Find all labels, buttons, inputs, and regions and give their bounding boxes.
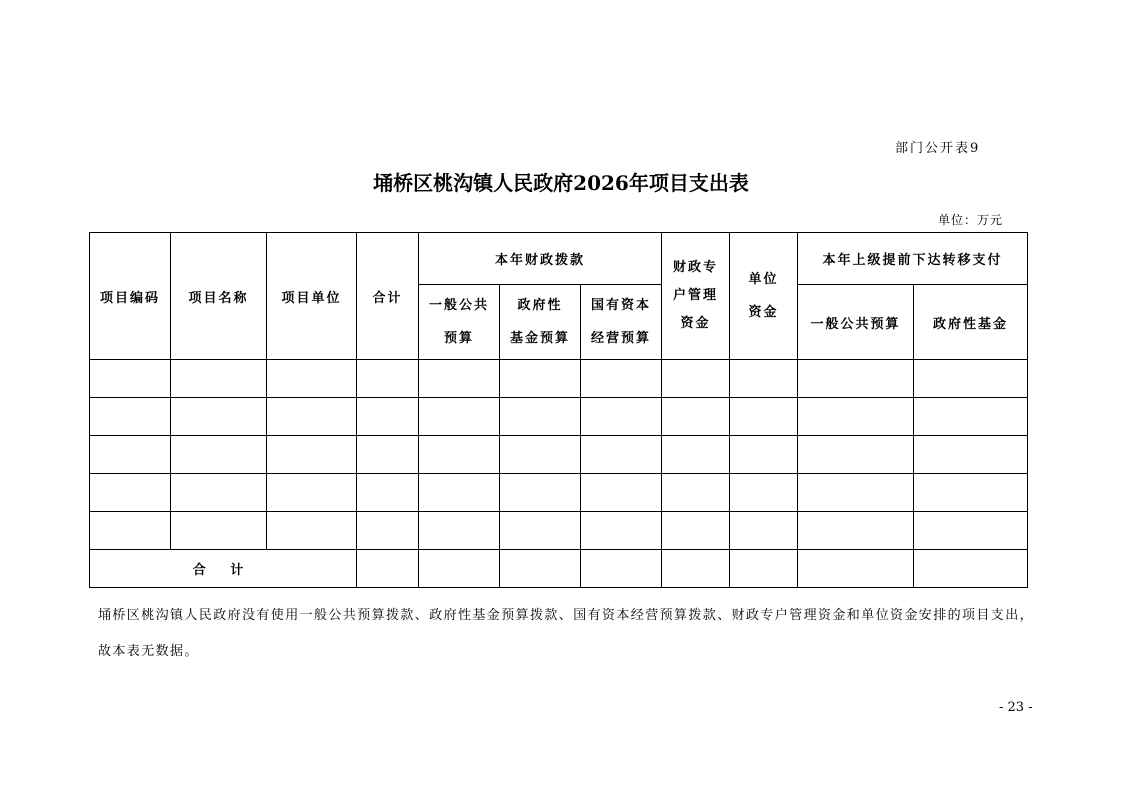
header-total: 合计: [357, 233, 419, 360]
header-transfer-general-budget: 一般公共预算: [798, 285, 914, 360]
header-line: 资金: [680, 316, 711, 331]
header-transfer-payment: 本年上级提前下达转移支付: [798, 233, 1028, 285]
header-line: 财政专: [673, 260, 719, 275]
table-row: [90, 512, 1028, 550]
header-fiscal-allocation: 本年财政拨款: [419, 233, 662, 285]
header-line: 单位: [748, 272, 779, 287]
project-expenditure-table: [89, 232, 1028, 588]
total-row-label: 合 计: [90, 550, 357, 588]
header-line: 基金预算: [509, 331, 570, 346]
table-row: [90, 398, 1028, 436]
table-row: [90, 360, 1028, 398]
header-row-1: [90, 233, 1028, 285]
total-row: [90, 550, 1028, 588]
header-line: 预算: [443, 331, 474, 346]
header-project-name: 项目名称: [171, 233, 267, 360]
header-gov-fund-budget: [500, 285, 581, 360]
explanatory-note: 埇桥区桃沟镇人民政府没有使用一般公共预算拨款、政府性基金预算拨款、国有资本经营预算拨款、财政专户管理资金和单位资金安排的项目支出，故本表无数据。: [98, 608, 1035, 659]
header-line: 资金: [748, 305, 779, 320]
header-state-capital-budget: [581, 285, 662, 360]
header-special-account-funds: [662, 233, 730, 360]
header-line: 政府性: [517, 298, 563, 313]
table-row: [90, 474, 1028, 512]
header-transfer-gov-fund: 政府性基金: [914, 285, 1028, 360]
header-line: 经营预算: [591, 331, 652, 346]
table-number-label: 部门公开表9: [895, 141, 981, 156]
table-row: [90, 436, 1028, 474]
header-line: 户管理: [673, 288, 719, 303]
header-project-unit: 项目单位: [267, 233, 357, 360]
unit-label: 单位：万元: [938, 213, 1004, 227]
header-line: 国有资本: [591, 298, 652, 313]
header-unit-funds: [730, 233, 798, 360]
document-title: 埇桥区桃沟镇人民政府2026年项目支出表: [373, 171, 749, 195]
header-line: 一般公共: [428, 298, 489, 313]
page-number: - 23 -: [999, 700, 1033, 715]
header-general-budget: [419, 285, 500, 360]
header-project-code: 项目编码: [90, 233, 171, 360]
